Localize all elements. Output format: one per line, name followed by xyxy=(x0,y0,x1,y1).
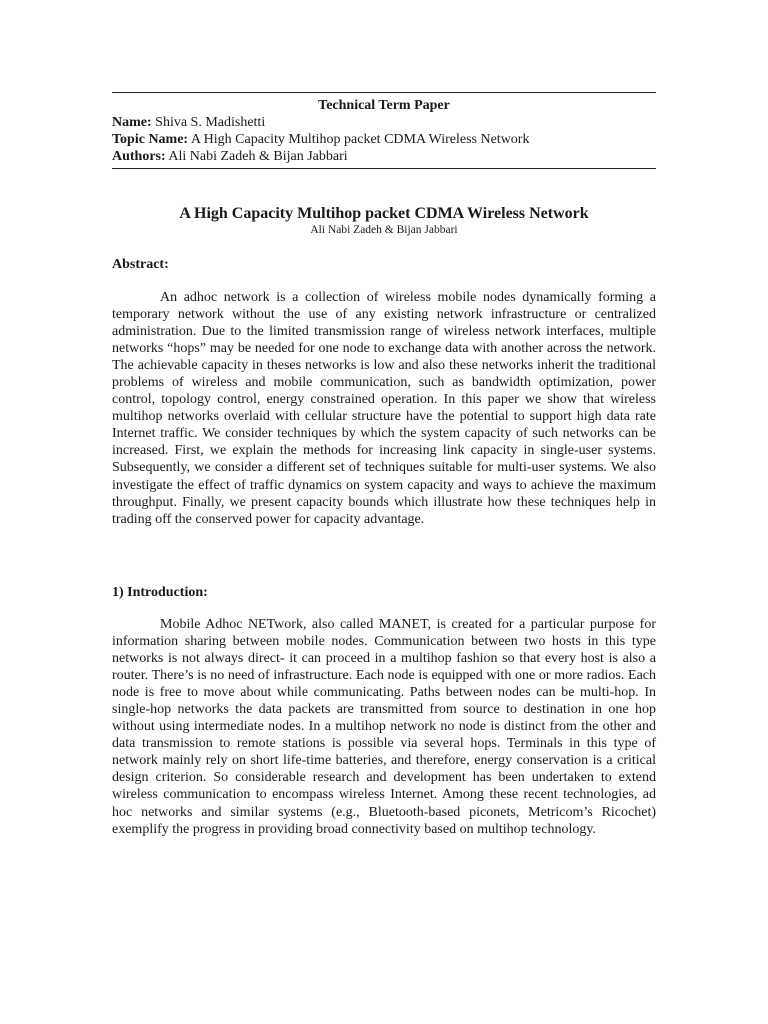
abstract-heading: Abstract: xyxy=(112,257,169,272)
introduction-paragraph: Mobile Adhoc NETwork, also called MANET, is created for a particular purpose for information sharing between mobile nodes. Communication between two hosts in this type networks is not always direct- it can proceed in a multihop fashion so that every host is also a router. There’s is no need of infrastructure. Each node is equipped with one or more radios. Each node is free to move about while communicating. Paths between nodes can be multi-hop. In single-hop networks the data packets are transmitted from source to destination in one hop without using intermediate nodes. In a multihop network no node is distinct from the other and data transmission to remote stations is possible via several hops. Terminals in this type of network mainly rely on short life-time batteries, and therefore, energy conservation is a critical design criterion. So considerable research and development has been undertaken to extend wireless communication to encompass wireless Internet. Among these recent technologies, ad hoc networks and similar systems (e.g., Bluetooth-based piconets, Metricom’s Ricochet) exemplify the progress in providing broad connectivity based on multihop technology. xyxy=(112,617,656,837)
topic-value: A High Capacity Multihop packet CDMA Wireless Network xyxy=(190,132,530,147)
name-line xyxy=(112,114,656,132)
authors-value: Ali Nabi Zadeh & Bijan Jabbari xyxy=(168,149,348,164)
authors-line xyxy=(112,148,656,166)
topic-line xyxy=(112,131,656,149)
authors-label: Authors: xyxy=(112,149,166,164)
abstract-paragraph: An adhoc network is a collection of wireless mobile nodes dynamically forming a temporary network without the use of any existing network infrastructure or centralized administration. Due to the limited transmission range of wireless network interfaces, multiple networks “hops” may be needed for one node to exchange data with another across the network. The achievable capacity in theses networks is low and also these networks inherit the traditional problems of wireless and mobile communication, such as bandwidth optimization, power control, topology control, energy constrained operation. In this paper we show that wireless multihop networks overlaid with cellular structure have the potential to support high data rate Internet traffic. We consider techniques by which the system capacity of such networks can be increased. First, we explain the methods for increasing link capacity in single-user systems. Subsequently, we consider a different set of techniques suitable for multi-user systems. We also investigate the effect of traffic dynamics on system capacity and ways to achieve the maximum throughput. Finally, we present capacity bounds which illustrate how these techniques help in trading off the conserved power for capacity advantage. xyxy=(112,290,656,527)
name-value: Shiva S. Madishetti xyxy=(155,115,266,130)
top-rule xyxy=(112,92,656,93)
introduction-heading: 1) Introduction: xyxy=(112,585,208,600)
bottom-rule xyxy=(112,168,656,169)
document-page xyxy=(112,0,656,1024)
paper-authors: Ali Nabi Zadeh & Bijan Jabbari xyxy=(310,224,458,236)
header-title: Technical Term Paper xyxy=(318,98,450,113)
topic-label: Topic Name: xyxy=(112,132,189,147)
name-label: Name: xyxy=(112,115,152,130)
paper-title: A High Capacity Multihop packet CDMA Wireless Network xyxy=(179,205,589,222)
